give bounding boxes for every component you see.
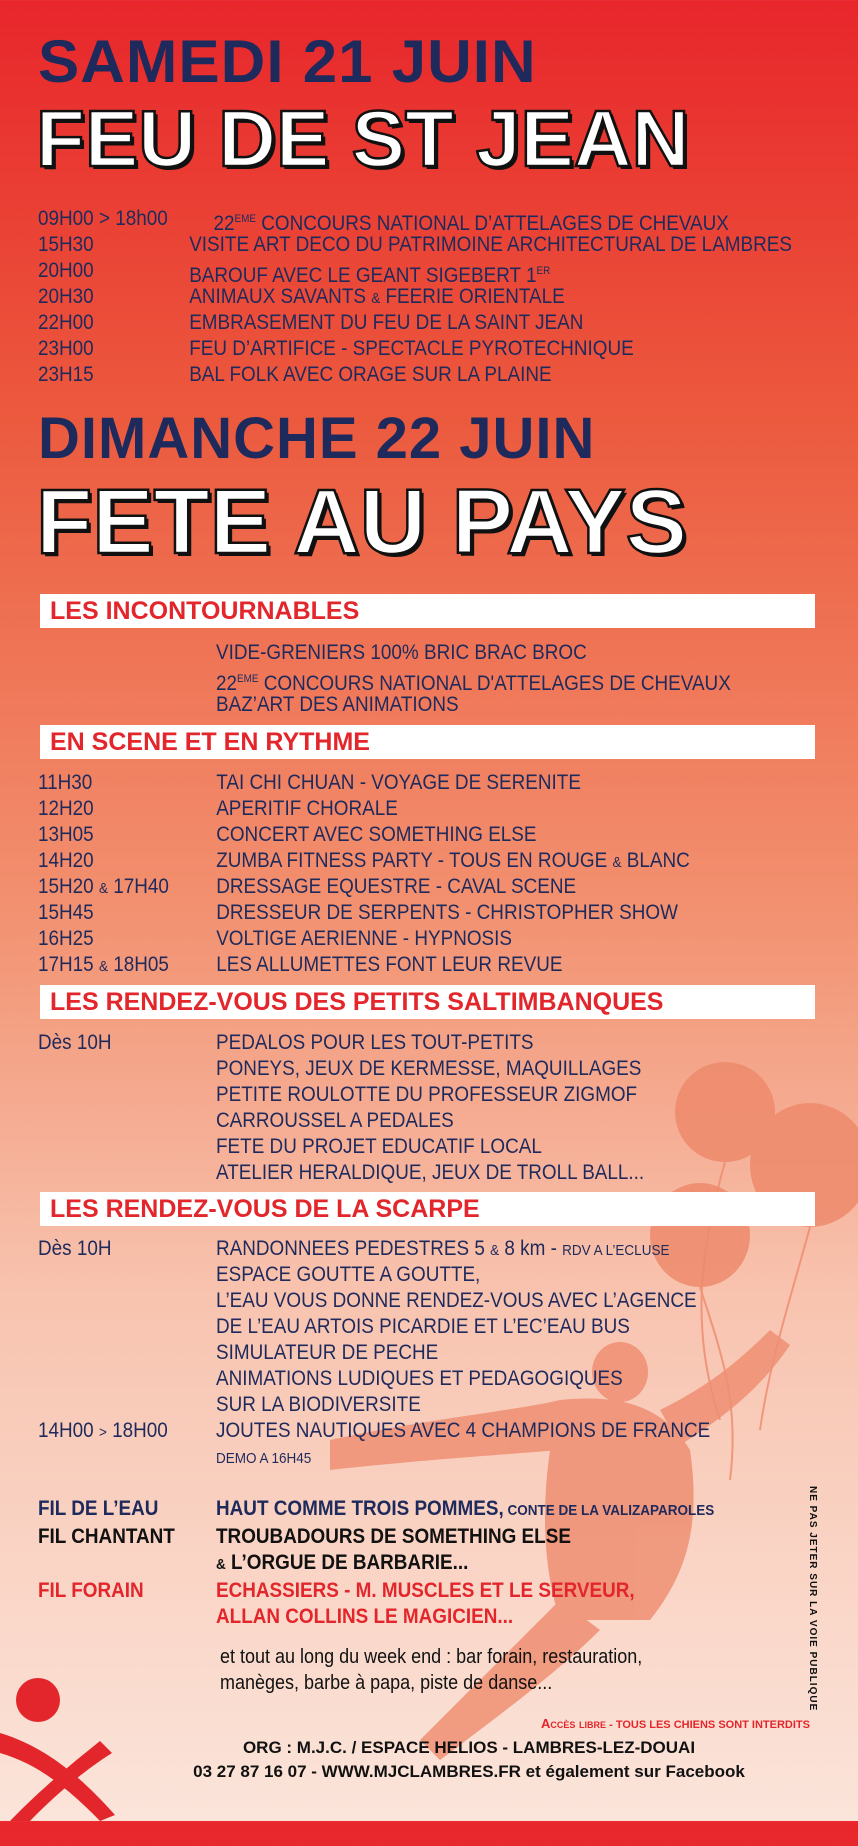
list-item: VIDE-GRENIERS 100% BRIC BRAC BROC xyxy=(216,641,587,664)
scene-banner xyxy=(40,725,815,759)
scarpe-banner xyxy=(40,1192,815,1226)
footer-org: ORG : M.J.C. / ESPACE HELIOS - LAMBRES-LEZ-DOUAI xyxy=(242,1738,696,1757)
schedule-desc: ANIMAUX SAVANTS & FEERIE ORIENTALE xyxy=(189,285,565,308)
schedule-time: 15H30 xyxy=(38,233,94,256)
list-item: L’EAU VOUS DONNE RENDEZ-VOUS AVEC L’AGENCE xyxy=(216,1289,697,1312)
saltimbanques-heading: LES RENDEZ-VOUS DES PETITS SALTIMBANQUES xyxy=(50,988,664,1016)
list-item: SUR LA BIODIVERSITE xyxy=(216,1393,421,1416)
list-item: 22EME CONCOURS NATIONAL D'ATTELAGES DE CHEVAUX xyxy=(216,672,731,695)
list-item: PEDALOS POUR LES TOUT-PETITS xyxy=(216,1031,534,1054)
joutes-desc: JOUTES NAUTIQUES AVEC 4 CHAMPIONS DE FRANCE xyxy=(216,1419,711,1442)
fil-eau-label: FIL DE L’EAU xyxy=(38,1497,159,1520)
fil-chantant-label: FIL CHANTANT xyxy=(38,1525,175,1548)
saturday-title: FEU DE ST JEAN xyxy=(36,94,690,183)
fil-forain-label: FIL FORAIN xyxy=(38,1579,144,1602)
scarpe-list xyxy=(216,1236,697,1418)
list-item: SIMULATEUR DE PECHE xyxy=(216,1341,439,1364)
footer-contact: 03 27 87 16 07 - WWW.MJCLAMBRES.FR et également sur Facebook xyxy=(193,1762,745,1781)
list-item: FETE DU PROJET EDUCATIF LOCAL xyxy=(216,1135,542,1158)
schedule-time: 20H00 xyxy=(38,259,94,282)
scene-heading: EN SCENE ET EN RYTHME xyxy=(50,728,370,756)
list-item: ATELIER HERALDIQUE, JEUX DE TROLL BALL... xyxy=(216,1161,645,1184)
schedule-time: 22H00 xyxy=(38,311,94,334)
schedule-desc: BAL FOLK AVEC ORAGE SUR LA PLAINE xyxy=(189,363,552,386)
incontournables-list xyxy=(216,640,731,718)
saltimbanques-list xyxy=(216,1030,644,1186)
acces-libre: Accès libre - TOUS LES CHIENS SONT INTERDITS xyxy=(541,1716,810,1731)
list-item: DE L’EAU ARTOIS PICARDIE ET L’EC’EAU BUS xyxy=(216,1315,630,1338)
fil-chantant-desc: TROUBADOURS DE SOMETHING ELSE & L’ORGUE DE BARBARIE... xyxy=(216,1525,571,1574)
schedule-desc: FEU D’ARTIFICE - SPECTACLE PYROTECHNIQUE xyxy=(189,337,634,360)
schedule-time: 20H30 xyxy=(38,285,94,308)
joutes-time: 14H00 > 18H00 xyxy=(38,1419,168,1442)
saltimbanques-time: Dès 10H xyxy=(38,1031,112,1054)
saturday-day: SAMEDI 21 JUIN xyxy=(38,28,537,95)
fil-forain-desc: ECHASSIERS - M. MUSCLES ET LE SERVEUR, ALLAN COLLINS LE MAGICIEN... xyxy=(216,1579,635,1628)
schedule-time: 09H00 > 18h00 xyxy=(38,207,168,230)
scarpe-time: Dès 10H xyxy=(38,1237,112,1260)
schedule-time: 23H00 xyxy=(38,337,94,360)
incontournables-banner xyxy=(40,594,815,628)
list-item: ESPACE GOUTTE A GOUTTE, xyxy=(216,1263,481,1286)
schedule-time: 23H15 xyxy=(38,363,94,386)
scarpe-heading: LES RENDEZ-VOUS DE LA SCARPE xyxy=(50,1195,480,1223)
list-item: BAZ’ART DES ANIMATIONS xyxy=(216,693,459,716)
schedule-desc: BAROUF AVEC LE GEANT SIGEBERT 1ER xyxy=(189,264,551,287)
weekend-info: et tout au long du week end : bar forain, restauration, manèges, barbe à papa, piste de danse... xyxy=(220,1646,643,1694)
joutes-demo: DEMO A 16H45 xyxy=(216,1450,312,1467)
side-note: NE PAS JETER SUR LA VOIE PUBLIQUE xyxy=(807,1486,818,1712)
schedule-desc: EMBRASEMENT DU FEU DE LA SAINT JEAN xyxy=(189,311,584,334)
list-item: PONEYS, JEUX DE KERMESSE, MAQUILLAGES xyxy=(216,1057,642,1080)
schedule-desc: VISITE ART DECO DU PATRIMOINE ARCHITECTURAL DE LAMBRES xyxy=(189,233,793,256)
sunday-day: DIMANCHE 22 JUIN xyxy=(38,406,596,471)
list-item: RANDONNEES PEDESTRES 5 & 8 km - RDV A L’ECLUSE xyxy=(216,1237,670,1260)
fil-eau-desc: HAUT COMME TROIS POMMES, CONTE DE LA VALIZAPAROLES xyxy=(216,1497,715,1520)
schedule-desc: 22EME CONCOURS NATIONAL D’ATTELAGES DE CHEVAUX xyxy=(213,212,729,235)
sunday-title: FETE AU PAYS xyxy=(36,471,687,573)
list-item: ANIMATIONS LUDIQUES ET PEDAGOGIQUES xyxy=(216,1367,623,1390)
incontournables-heading: LES INCONTOURNABLES xyxy=(50,597,360,625)
list-item: CARROUSSEL A PEDALES xyxy=(216,1109,454,1132)
saltimbanques-banner xyxy=(40,985,815,1019)
list-item: PETITE ROULOTTE DU PROFESSEUR ZIGMOF xyxy=(216,1083,638,1106)
